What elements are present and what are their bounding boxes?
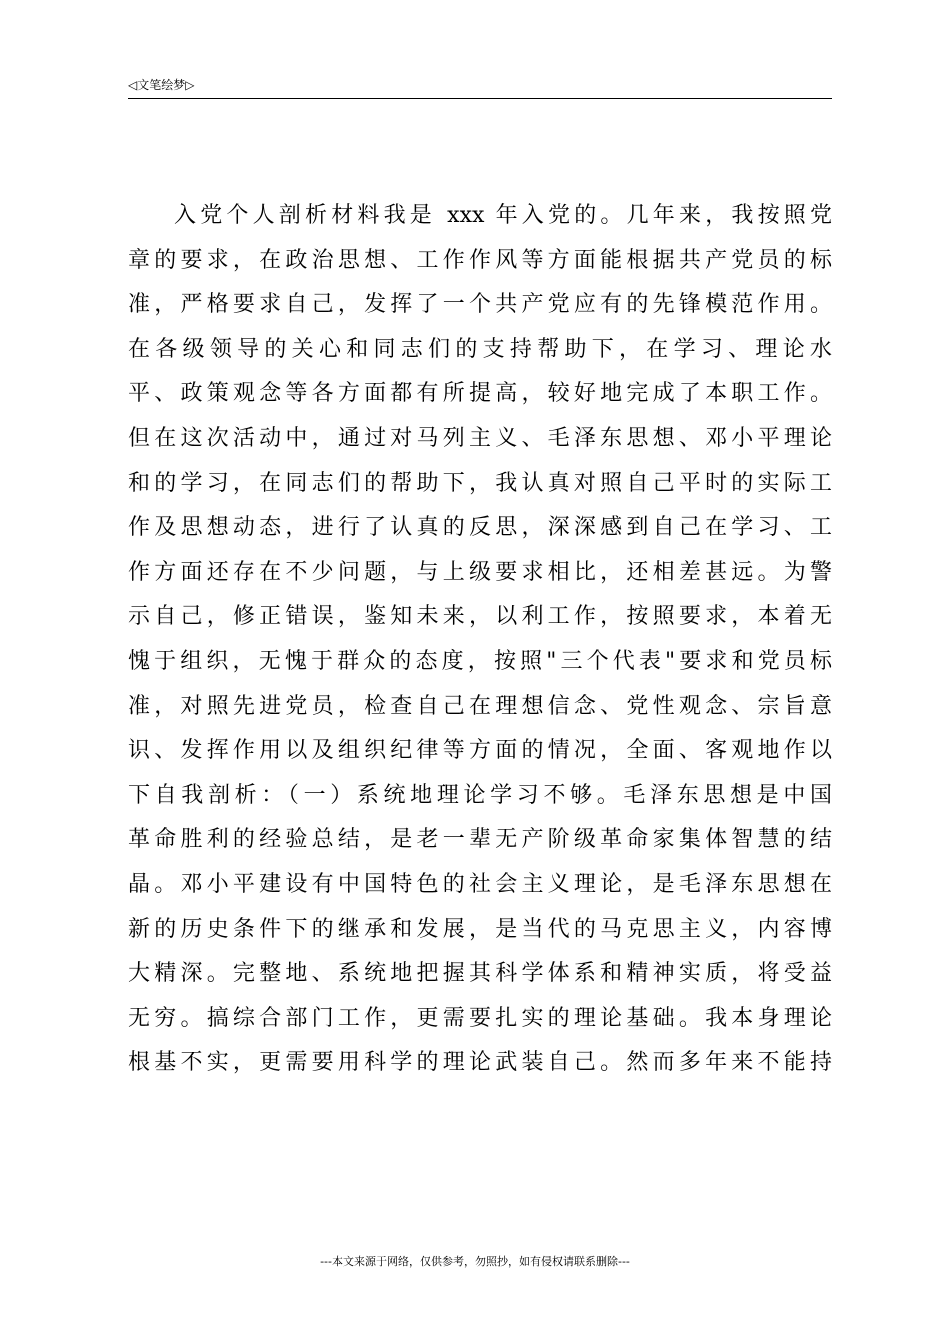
body-line: 下自我剖析：（一）系统地理论学习不够。毛泽东思想是中国 [128,782,832,808]
header-title: ◁文笔绘梦▷ [128,78,195,92]
page-footer: ---本文来源于网络，仅供参考，勿照抄，如有侵权请联系删除--- [320,1255,630,1268]
body-line: 准，严格要求自己，发挥了一个共产党应有的先锋模范作用。 [128,292,832,318]
body-line: 根基不实，更需要用科学的理论武装自己。然而多年来不能持 [128,1050,832,1076]
body-line: 和的学习，在同志们的帮助下，我认真对照自己平时的实际工 [128,470,832,496]
body-line: 晶。邓小平建设有中国特色的社会主义理论，是毛泽东思想在 [128,871,832,897]
body-line: 作及思想动态，进行了认真的反思，深深感到自己在学习、工 [128,515,832,541]
body-line: 无穷。搞综合部门工作，更需要扎实的理论基础。我本身理论 [128,1005,832,1031]
body-line: 示自己，修正错误，鉴知未来，以利工作，按照要求，本着无 [128,604,832,630]
body-line: 大精深。完整地、系统地把握其科学体系和精神实质，将受益 [128,961,832,987]
body-line: 作方面还存在不少问题，与上级要求相比，还相差甚远。为警 [128,559,832,585]
body-line: 但在这次活动中，通过对马列主义、毛泽东思想、邓小平理论 [128,425,832,451]
body-line: 章的要求，在政治思想、工作作风等方面能根据共产党员的标 [128,247,832,273]
body-line: 入党个人剖析材料我是 xxx 年入党的。几年来，我按照党 [174,203,832,228]
body-line: 在各级领导的关心和同志们的支持帮助下，在学习、理论水 [128,336,832,362]
body-line: 识、发挥作用以及组织纪律等方面的情况，全面、客观地作以 [128,738,832,764]
body-line: 新的历史条件下的继承和发展，是当代的马克思主义，内容博 [128,916,832,942]
body-line: 准，对照先进党员，检查自己在理想信念、党性观念、宗旨意 [128,693,832,719]
body-line: 革命胜利的经验总结，是老一辈无产阶级革命家集体智慧的结 [128,827,832,853]
body-line: 愧于组织，无愧于群众的态度，按照"三个代表"要求和党员标 [128,648,832,674]
body-line: 平、政策观念等各方面都有所提高，较好地完成了本职工作。 [128,381,832,407]
page-header [128,74,832,99]
document-body [128,194,832,1086]
